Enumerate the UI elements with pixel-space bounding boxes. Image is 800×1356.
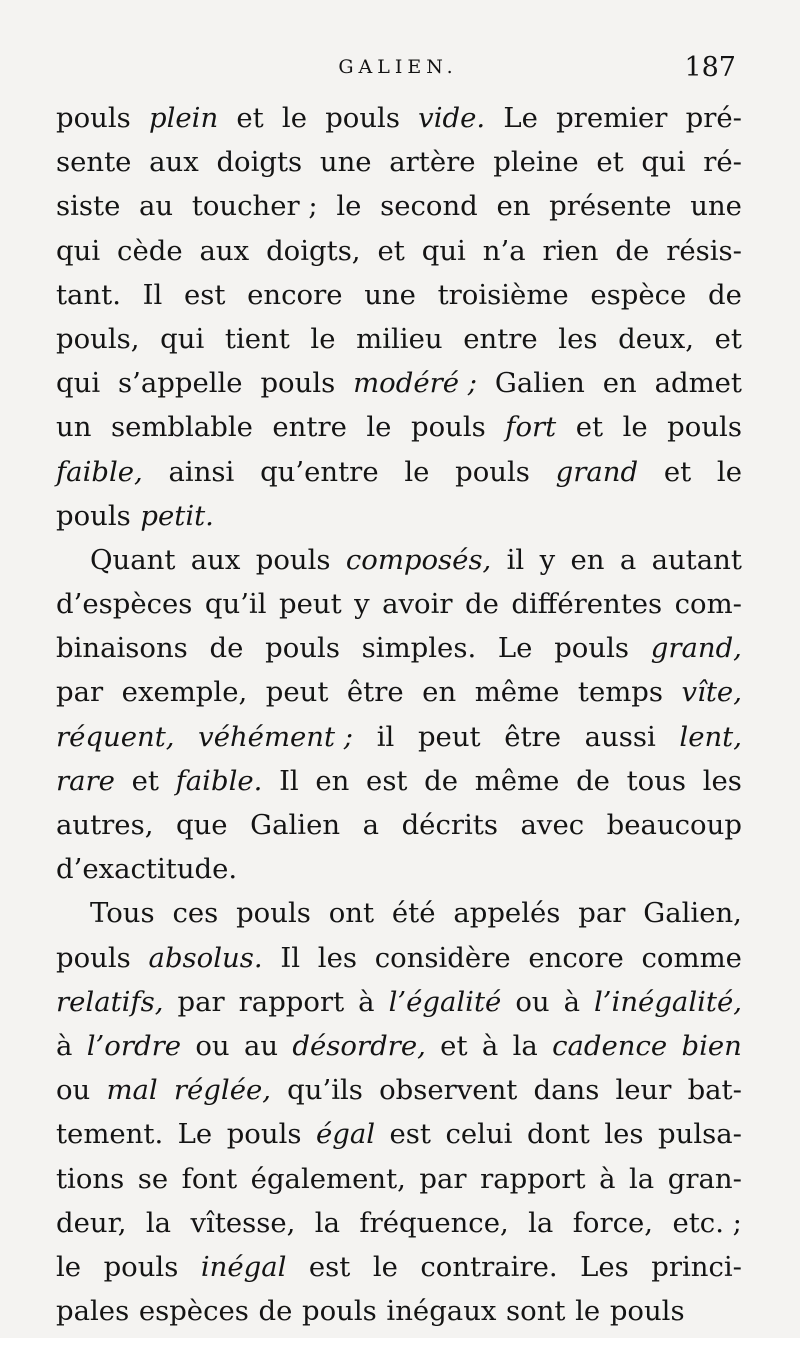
word: pulsa- bbox=[658, 1118, 742, 1151]
italic-word: petit. bbox=[140, 499, 214, 532]
word: rapport bbox=[480, 1162, 586, 1195]
text-line bbox=[56, 450, 742, 494]
word: le bbox=[281, 102, 307, 134]
word: considère bbox=[374, 941, 511, 974]
word: deur, bbox=[56, 1206, 127, 1239]
word: le bbox=[404, 455, 430, 488]
text-line bbox=[56, 96, 742, 140]
italic-word: modéré ; bbox=[353, 367, 478, 400]
word: sont bbox=[506, 1295, 566, 1328]
text-line bbox=[56, 1024, 742, 1068]
word: le bbox=[622, 411, 648, 444]
word: fréquence, bbox=[359, 1206, 509, 1239]
word: est bbox=[389, 1118, 431, 1151]
italic-word: lent, bbox=[679, 720, 742, 753]
word: de bbox=[708, 278, 742, 311]
word: pales bbox=[56, 1295, 130, 1328]
word: de bbox=[258, 1295, 293, 1328]
word: de bbox=[576, 764, 610, 797]
word: la bbox=[629, 1162, 655, 1195]
body-text bbox=[56, 96, 742, 1333]
word: pouls bbox=[265, 632, 340, 665]
word: a bbox=[619, 543, 637, 576]
text-line bbox=[56, 184, 742, 228]
word: pouls bbox=[255, 543, 331, 576]
word: espèce bbox=[590, 278, 687, 311]
text-line bbox=[56, 582, 742, 626]
italic-word: désordre, bbox=[292, 1029, 426, 1062]
word: également, bbox=[250, 1162, 406, 1195]
word: ou bbox=[515, 985, 550, 1018]
word: peut bbox=[279, 588, 342, 621]
text-line bbox=[56, 317, 742, 361]
word: pouls bbox=[667, 411, 742, 444]
word: le bbox=[56, 1250, 82, 1283]
word: beaucoup bbox=[606, 809, 742, 841]
word: avoir bbox=[382, 588, 453, 621]
word: Il bbox=[280, 941, 301, 974]
word: rien bbox=[542, 234, 599, 267]
word: les bbox=[604, 1118, 644, 1151]
word: aussi bbox=[584, 720, 656, 753]
word: au bbox=[139, 190, 174, 223]
word: décrits bbox=[401, 809, 498, 841]
text-line bbox=[56, 803, 742, 847]
italic-word: égal bbox=[315, 1118, 376, 1151]
word: de bbox=[465, 588, 499, 621]
text-line bbox=[56, 1157, 742, 1201]
word: contraire. bbox=[420, 1250, 558, 1283]
word: qui bbox=[421, 234, 466, 267]
word: à bbox=[358, 985, 375, 1018]
word: pouls bbox=[236, 897, 311, 930]
text-line bbox=[56, 405, 742, 449]
text-line bbox=[56, 1068, 742, 1112]
word: différentes bbox=[511, 588, 663, 621]
italic-word: mal bbox=[106, 1074, 158, 1107]
word: se bbox=[137, 1162, 169, 1195]
word: a bbox=[362, 809, 380, 841]
word: ou bbox=[56, 1074, 91, 1107]
word: Le bbox=[497, 632, 533, 665]
italic-word: faible. bbox=[175, 764, 263, 797]
text-line bbox=[56, 1201, 742, 1245]
word: le bbox=[716, 455, 742, 488]
word: le bbox=[310, 322, 336, 355]
word: pouls bbox=[56, 102, 131, 134]
word: ou bbox=[195, 1029, 230, 1062]
word: qu’entre bbox=[260, 455, 379, 488]
word: pouls bbox=[56, 941, 131, 974]
word: pouls bbox=[56, 499, 131, 532]
word: en bbox=[570, 543, 605, 576]
word: gran- bbox=[667, 1162, 742, 1195]
word: qu’il bbox=[204, 588, 267, 621]
text-line bbox=[56, 140, 742, 184]
word: les bbox=[702, 764, 742, 797]
text-line bbox=[56, 229, 742, 273]
page-number: 187 bbox=[684, 52, 736, 83]
word: observent bbox=[379, 1074, 518, 1107]
word: qui bbox=[56, 367, 101, 400]
word: aux bbox=[199, 234, 250, 267]
word: force, bbox=[572, 1206, 654, 1239]
italic-word: rare bbox=[56, 764, 115, 797]
word: celui bbox=[445, 1118, 513, 1151]
italic-word: l’inégalité, bbox=[594, 985, 742, 1018]
word: Le bbox=[503, 102, 538, 134]
word: entre bbox=[272, 411, 347, 444]
text-line bbox=[56, 1289, 742, 1333]
text-line bbox=[56, 1112, 742, 1156]
italic-word: réglée, bbox=[173, 1074, 271, 1107]
word: y bbox=[539, 543, 556, 576]
italic-word: absolus. bbox=[148, 941, 263, 974]
text-line bbox=[56, 715, 742, 759]
word: aux bbox=[149, 146, 199, 179]
word: une bbox=[364, 278, 416, 311]
word: par bbox=[56, 676, 104, 709]
word: à bbox=[56, 1029, 73, 1062]
word: toucher ; bbox=[191, 190, 318, 223]
word: il bbox=[376, 720, 395, 753]
text-line bbox=[56, 1245, 742, 1289]
word: la bbox=[314, 1206, 340, 1239]
text-line bbox=[56, 670, 742, 714]
word: appelés bbox=[453, 897, 561, 930]
word: tient bbox=[224, 322, 290, 355]
italic-word: grand bbox=[555, 455, 639, 488]
word: ré- bbox=[703, 146, 742, 179]
text-line bbox=[56, 759, 742, 803]
italic-word: vide. bbox=[418, 102, 486, 134]
word: aux bbox=[190, 543, 241, 576]
word: les bbox=[558, 322, 598, 355]
word: de bbox=[615, 234, 650, 267]
word: pleine bbox=[493, 146, 579, 179]
text-line bbox=[56, 494, 742, 538]
text-line bbox=[56, 980, 742, 1024]
word: être bbox=[504, 720, 561, 753]
word: ont bbox=[328, 897, 375, 930]
word: par bbox=[578, 897, 626, 930]
word: et bbox=[575, 411, 604, 444]
page-header bbox=[56, 52, 740, 88]
italic-word: l’ordre bbox=[86, 1029, 181, 1062]
word: le bbox=[372, 1250, 398, 1283]
word: rapport bbox=[238, 985, 345, 1018]
italic-word: fort bbox=[505, 411, 557, 444]
word: entre bbox=[463, 322, 538, 355]
word: les bbox=[317, 941, 357, 974]
word: admet bbox=[654, 367, 742, 400]
word: pouls bbox=[103, 1250, 179, 1283]
word: pouls bbox=[410, 411, 486, 444]
word: et bbox=[377, 234, 405, 267]
word: par bbox=[419, 1162, 467, 1195]
word: est bbox=[184, 278, 226, 311]
word: pouls bbox=[325, 102, 400, 134]
text-line bbox=[56, 538, 742, 582]
word: de bbox=[209, 632, 244, 665]
word: qui bbox=[160, 322, 205, 355]
word: pré- bbox=[685, 102, 742, 134]
word: tement. bbox=[56, 1118, 164, 1151]
word: Le bbox=[177, 1118, 213, 1151]
word: Tous bbox=[90, 897, 155, 930]
word: Galien bbox=[250, 809, 341, 841]
word: Les bbox=[580, 1250, 629, 1283]
word: binaisons bbox=[56, 632, 188, 665]
word: le bbox=[336, 190, 362, 223]
word: bat- bbox=[687, 1074, 742, 1107]
text-line bbox=[56, 847, 742, 891]
word: etc. ; bbox=[672, 1206, 742, 1239]
word: peut bbox=[417, 720, 481, 753]
italic-word: composés, bbox=[345, 543, 492, 576]
word: pouls bbox=[455, 455, 530, 488]
word: temps bbox=[577, 676, 664, 709]
word: milieu bbox=[356, 322, 443, 355]
word: semblable bbox=[110, 411, 253, 444]
italic-word: réquent, bbox=[56, 720, 175, 753]
word: d’exactitude. bbox=[56, 853, 238, 886]
word: artère bbox=[389, 146, 476, 179]
word: au bbox=[243, 1029, 279, 1062]
word: qui bbox=[641, 146, 686, 179]
word: été bbox=[391, 897, 436, 930]
word: être bbox=[346, 676, 404, 709]
word: une bbox=[319, 146, 372, 179]
word: un bbox=[56, 411, 92, 444]
word: le bbox=[366, 411, 392, 444]
word: second bbox=[380, 190, 478, 223]
word: la bbox=[512, 1029, 538, 1062]
word: doigts, bbox=[266, 234, 361, 267]
word: tant. bbox=[56, 278, 121, 311]
word: y bbox=[354, 588, 370, 621]
word: d’espèces bbox=[56, 588, 193, 621]
word: pouls bbox=[260, 367, 336, 400]
word: par bbox=[177, 985, 225, 1018]
word: pouls, bbox=[56, 322, 140, 355]
word: à bbox=[481, 1029, 499, 1062]
text-line bbox=[56, 273, 742, 317]
word: tous bbox=[626, 764, 687, 797]
word: que bbox=[175, 809, 228, 841]
word: et bbox=[236, 102, 264, 134]
italic-word: véhément ; bbox=[198, 720, 354, 753]
word: encore bbox=[528, 941, 624, 974]
word: ainsi bbox=[168, 455, 235, 488]
italic-word: grand, bbox=[650, 632, 742, 665]
word: autres, bbox=[56, 809, 154, 841]
text-line bbox=[56, 361, 742, 405]
word: peut bbox=[265, 676, 329, 709]
word: cède bbox=[117, 234, 183, 267]
word: en bbox=[496, 190, 531, 223]
word: le bbox=[575, 1295, 601, 1328]
word: même bbox=[474, 676, 560, 709]
word: Galien bbox=[494, 367, 585, 400]
word: même bbox=[474, 764, 560, 797]
word: à bbox=[599, 1162, 616, 1195]
word: n’a bbox=[482, 234, 526, 267]
word: en bbox=[422, 676, 457, 709]
word: est bbox=[366, 764, 408, 797]
italic-word: plein bbox=[148, 102, 219, 134]
word: Il bbox=[279, 764, 299, 797]
word: deux, bbox=[618, 322, 694, 355]
word: espèces bbox=[138, 1295, 249, 1328]
running-head: GALIEN. bbox=[338, 56, 458, 78]
text-line bbox=[56, 891, 742, 935]
word: font bbox=[181, 1162, 238, 1195]
word: Quant bbox=[90, 543, 176, 576]
word: et bbox=[714, 322, 742, 355]
word: présente bbox=[549, 190, 672, 223]
italic-word: vîte, bbox=[681, 676, 742, 709]
word: siste bbox=[56, 190, 121, 223]
word: encore bbox=[247, 278, 343, 311]
word: pouls bbox=[609, 1295, 685, 1328]
word: premier bbox=[556, 102, 668, 134]
text-line bbox=[56, 936, 742, 980]
word: résis- bbox=[666, 234, 742, 267]
word: s’appelle bbox=[117, 367, 243, 400]
word: ces bbox=[172, 897, 219, 930]
word: dont bbox=[526, 1118, 590, 1151]
word: simples. bbox=[361, 632, 477, 665]
word: vîtesse, bbox=[190, 1206, 296, 1239]
word: il bbox=[506, 543, 525, 576]
word: en bbox=[602, 367, 637, 400]
word: autant bbox=[651, 543, 742, 576]
word: à bbox=[563, 985, 580, 1018]
italic-word: bien bbox=[681, 1029, 742, 1062]
word: Galien, bbox=[643, 897, 742, 930]
italic-word: faible, bbox=[56, 455, 143, 488]
word: tions bbox=[56, 1162, 125, 1195]
word: est bbox=[308, 1250, 351, 1283]
word: pouls bbox=[554, 632, 629, 665]
word: troisième bbox=[437, 278, 569, 311]
word: et bbox=[596, 146, 624, 179]
word: sente bbox=[56, 146, 132, 179]
word: la bbox=[528, 1206, 554, 1239]
italic-word: l’égalité bbox=[388, 985, 502, 1018]
word: et bbox=[663, 455, 692, 488]
word: exemple, bbox=[121, 676, 248, 709]
word: Il bbox=[142, 278, 163, 311]
italic-word: inégal bbox=[200, 1250, 287, 1283]
word: doigts bbox=[216, 146, 303, 179]
word: leur bbox=[615, 1074, 672, 1107]
word: comme bbox=[641, 941, 742, 974]
word: dans bbox=[533, 1074, 600, 1107]
word: qu’ils bbox=[287, 1074, 363, 1107]
italic-word: cadence bbox=[552, 1029, 668, 1062]
word: la bbox=[145, 1206, 172, 1239]
word: qui bbox=[56, 234, 101, 267]
word: pouls bbox=[226, 1118, 302, 1151]
word: et bbox=[131, 764, 159, 797]
word: com- bbox=[674, 588, 742, 621]
word: inégaux bbox=[386, 1295, 497, 1328]
word: et bbox=[440, 1029, 468, 1062]
word: avec bbox=[520, 809, 585, 841]
word: une bbox=[690, 190, 742, 223]
word: de bbox=[424, 764, 459, 797]
word: en bbox=[315, 764, 350, 797]
text-line bbox=[56, 626, 742, 670]
word: pouls bbox=[302, 1295, 377, 1328]
word: princi- bbox=[651, 1250, 742, 1283]
italic-word: relatifs, bbox=[56, 985, 164, 1018]
